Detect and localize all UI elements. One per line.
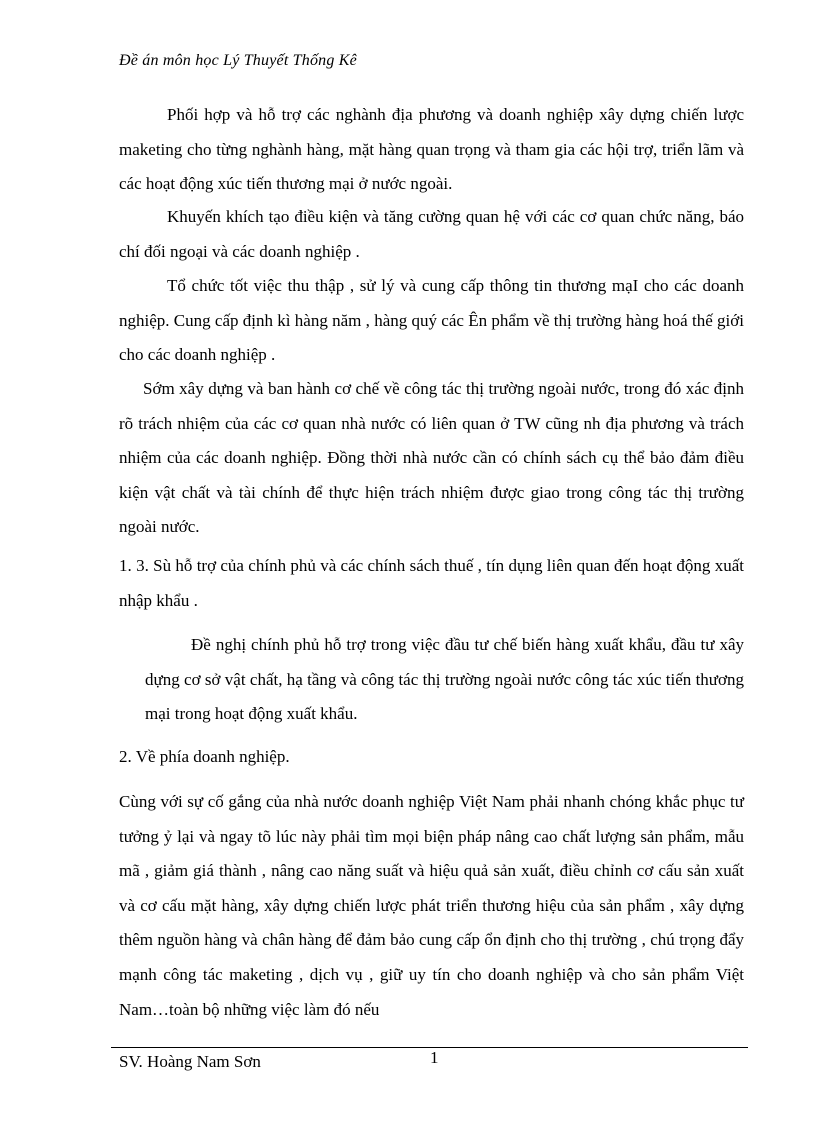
header-title: Đề án môn học Lý Thuyết Thống Kê bbox=[119, 52, 357, 69]
section-heading-enterprise: 2. Về phía doanh nghiệp. bbox=[119, 747, 290, 766]
paragraph-information-supply: Tổ chức tốt việc thu thập , sử lý và cung cấp thông tin thương mạI cho các doanh nghiệp. Cung cấp định kì hàng năm , hàng quý các Ên phẩm về thị trường hàng hoá thế giới cho các doanh nghiệp . bbox=[119, 276, 744, 365]
paragraph-trade-promotion: Phối hợp và hỗ trợ các nghành địa phương và doanh nghiệp xây dựng chiến lược maketing cho từng nghành hàng, mặt hàng quan trọng và tham gia các hội trợ, triển lãm và các hoạt động xúc tiến thương mại ở nước ngoài. bbox=[119, 105, 744, 194]
page-number: 1 bbox=[430, 1048, 439, 1067]
footer-author: SV. Hoàng Nam Sơn bbox=[119, 1052, 261, 1071]
paragraph-enterprise-efforts: Cùng với sự cố gắng của nhà nước doanh nghiệp Việt Nam phải nhanh chóng khắc phục tư tưởng ỷ lại và ngay tõ lúc này phải tìm mọi biện pháp nâng cao chất lượng sản phẩm, mẫu mã , giảm giá thành , nâng cao năng suất và hiệu quả sản xuất, điều chỉnh cơ cấu sản xuất và cơ cấu mặt hàng, xây dựng chiến lược phát triển thương hiệu của sản phẩm , xây dựng thêm nguồn hàng và chân hàng để đảm bảo cung cấp ổn định cho thị trường , chú trọng đẩy mạnh công tác maketing , dịch vụ , giữ uy tín cho doanh nghiệp và cho sản phẩm Việt Nam…toàn bộ những việc làm đó nếu bbox=[119, 792, 744, 1019]
section-heading-government-support: 1. 3. Sù hỗ trợ của chính phủ và các chính sách thuế , tín dụng liên quan đến hoạt động xuất nhập khẩu . bbox=[119, 556, 744, 610]
paragraph-market-mechanism: Sớm xây dựng và ban hành cơ chế về công tác thị trường ngoài nước, trong đó xác định rõ trách nhiệm của các cơ quan nhà nước có liên quan ở TW cũng nh địa phương và trách nhiệm của các doanh nghiệp. Đồng thời nhà nước cần có chính sách cụ thể bảo đảm điều kiện vật chất và tài chính để thực hiện trách nhiệm được giao trong công tác thị trường ngoài nước. bbox=[119, 379, 744, 537]
paragraph-government-investment: Đề nghị chính phủ hỗ trợ trong việc đầu tư chế biến hàng xuất khẩu, đầu tư xây dựng cơ sở vật chất, hạ tầng và công tác thị trường ngoài nước công tác xúc tiến thương mại trong hoạt động xuất khẩu. bbox=[145, 635, 744, 724]
paragraph-encourage-relations: Khuyến khích tạo điều kiện và tăng cường quan hệ với các cơ quan chức năng, báo chí đối ngoại và các doanh nghiệp . bbox=[119, 207, 744, 261]
